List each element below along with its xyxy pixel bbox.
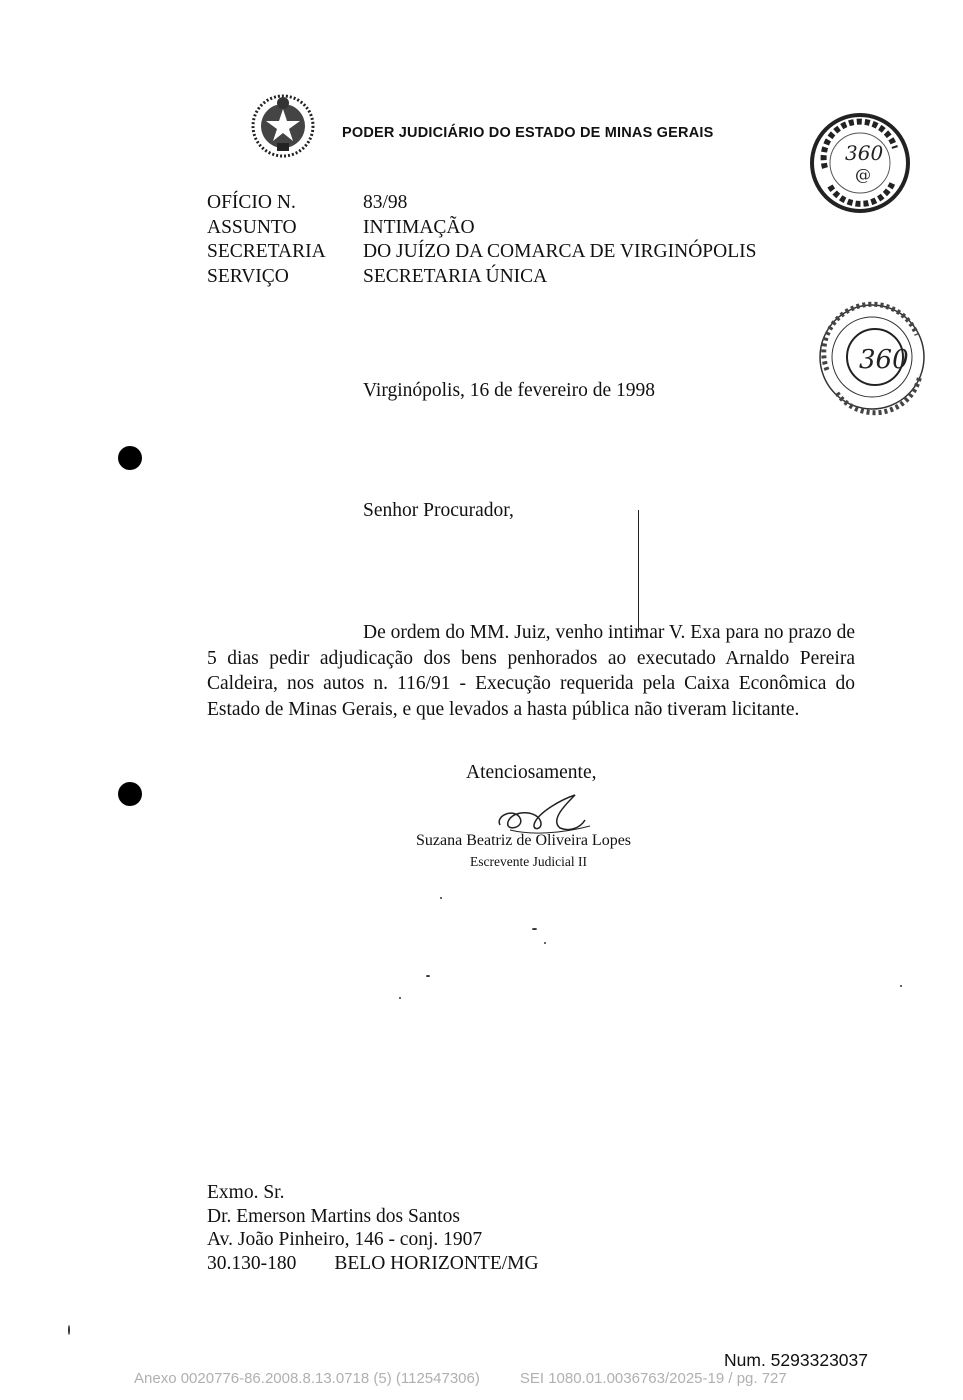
- tribunal-stamp: [815, 295, 930, 420]
- closing: Atenciosamente,: [466, 762, 597, 783]
- coat-of-arms-logo: [250, 93, 316, 159]
- recipient-name: Dr. Emerson Martins dos Santos: [207, 1205, 460, 1227]
- recipient-address: [207, 1181, 539, 1275]
- meta-value: 83/98: [363, 192, 408, 213]
- secretaria-stamp: [805, 108, 915, 218]
- meta-label: SECRETARIA: [207, 241, 326, 262]
- scan-speck: [399, 997, 401, 999]
- meta-value: DO JUÍZO DA COMARCA DE VIRGINÓPOLIS: [363, 241, 757, 262]
- scan-speck: [426, 975, 430, 977]
- salutation: Senhor Procurador,: [363, 500, 514, 521]
- footer-right: SEI 1080.01.0036763/2025-19 / pg. 727: [519, 1370, 787, 1387]
- signer-role: Escrevente Judicial II: [470, 854, 587, 869]
- document-number: Num. 5293323037: [724, 1350, 868, 1370]
- meta-row-assunto: [207, 216, 756, 241]
- meta-label: ASSUNTO: [207, 216, 297, 238]
- recipient-title: Exmo. Sr.: [207, 1182, 285, 1203]
- letter-body: [207, 620, 855, 722]
- recipient-postal-code: 30.130-180: [207, 1252, 297, 1274]
- meta-row-secretaria: [207, 240, 756, 265]
- meta-row-servico: [207, 265, 756, 290]
- recipient-city: BELO HORIZONTE/MG: [334, 1252, 539, 1274]
- meta-label: OFÍCIO N.: [207, 192, 296, 213]
- scan-speck: [900, 985, 902, 987]
- hole-punch-mark: [118, 446, 142, 470]
- institution-header: PODER JUDICIÁRIO DO ESTADO DE MINAS GERAIS: [342, 125, 714, 141]
- stamp-handwritten-number: 360: [845, 141, 884, 165]
- meta-label: SERVIÇO: [207, 265, 289, 287]
- recipient-street: Av. João Pinheiro, 146 - conj. 1907: [207, 1229, 483, 1250]
- footer-left: Anexo 0020776-86.2008.8.13.0718 (5) (112547306): [134, 1370, 480, 1387]
- meta-row-oficio: [207, 191, 756, 216]
- scan-line-artifact: [638, 510, 639, 632]
- svg-text:@: @: [855, 165, 871, 184]
- date-line: Virginópolis, 16 de fevereiro de 1998: [363, 380, 655, 401]
- scan-speck: [440, 897, 442, 899]
- scan-speck: [68, 1325, 70, 1335]
- office-meta-block: [207, 191, 756, 289]
- hole-punch-mark: [118, 782, 142, 806]
- recipient-city-line: [207, 1252, 539, 1276]
- scan-speck: [532, 928, 537, 930]
- meta-value: INTIMAÇÃO: [363, 216, 475, 238]
- signer-name: Suzana Beatriz de Oliveira Lopes: [416, 832, 632, 849]
- footer-watermark: [134, 1370, 787, 1387]
- stamp-handwritten-number: 360: [859, 345, 909, 375]
- body-paragraph: De ordem do MM. Juiz, venho intimar V. Exa para no prazo de 5 dias pedir adjudicação dos bens penhorados ao executado Arnaldo Pereira Caldeira, nos autos n. 116/91 - Execução requerida pela Caixa Econômica do Estado de Minas Gerais, e que levados a hasta pública não tiveram licitante.: [207, 622, 855, 720]
- scan-speck: [544, 942, 546, 944]
- meta-value: SECRETARIA ÚNICA: [363, 265, 548, 287]
